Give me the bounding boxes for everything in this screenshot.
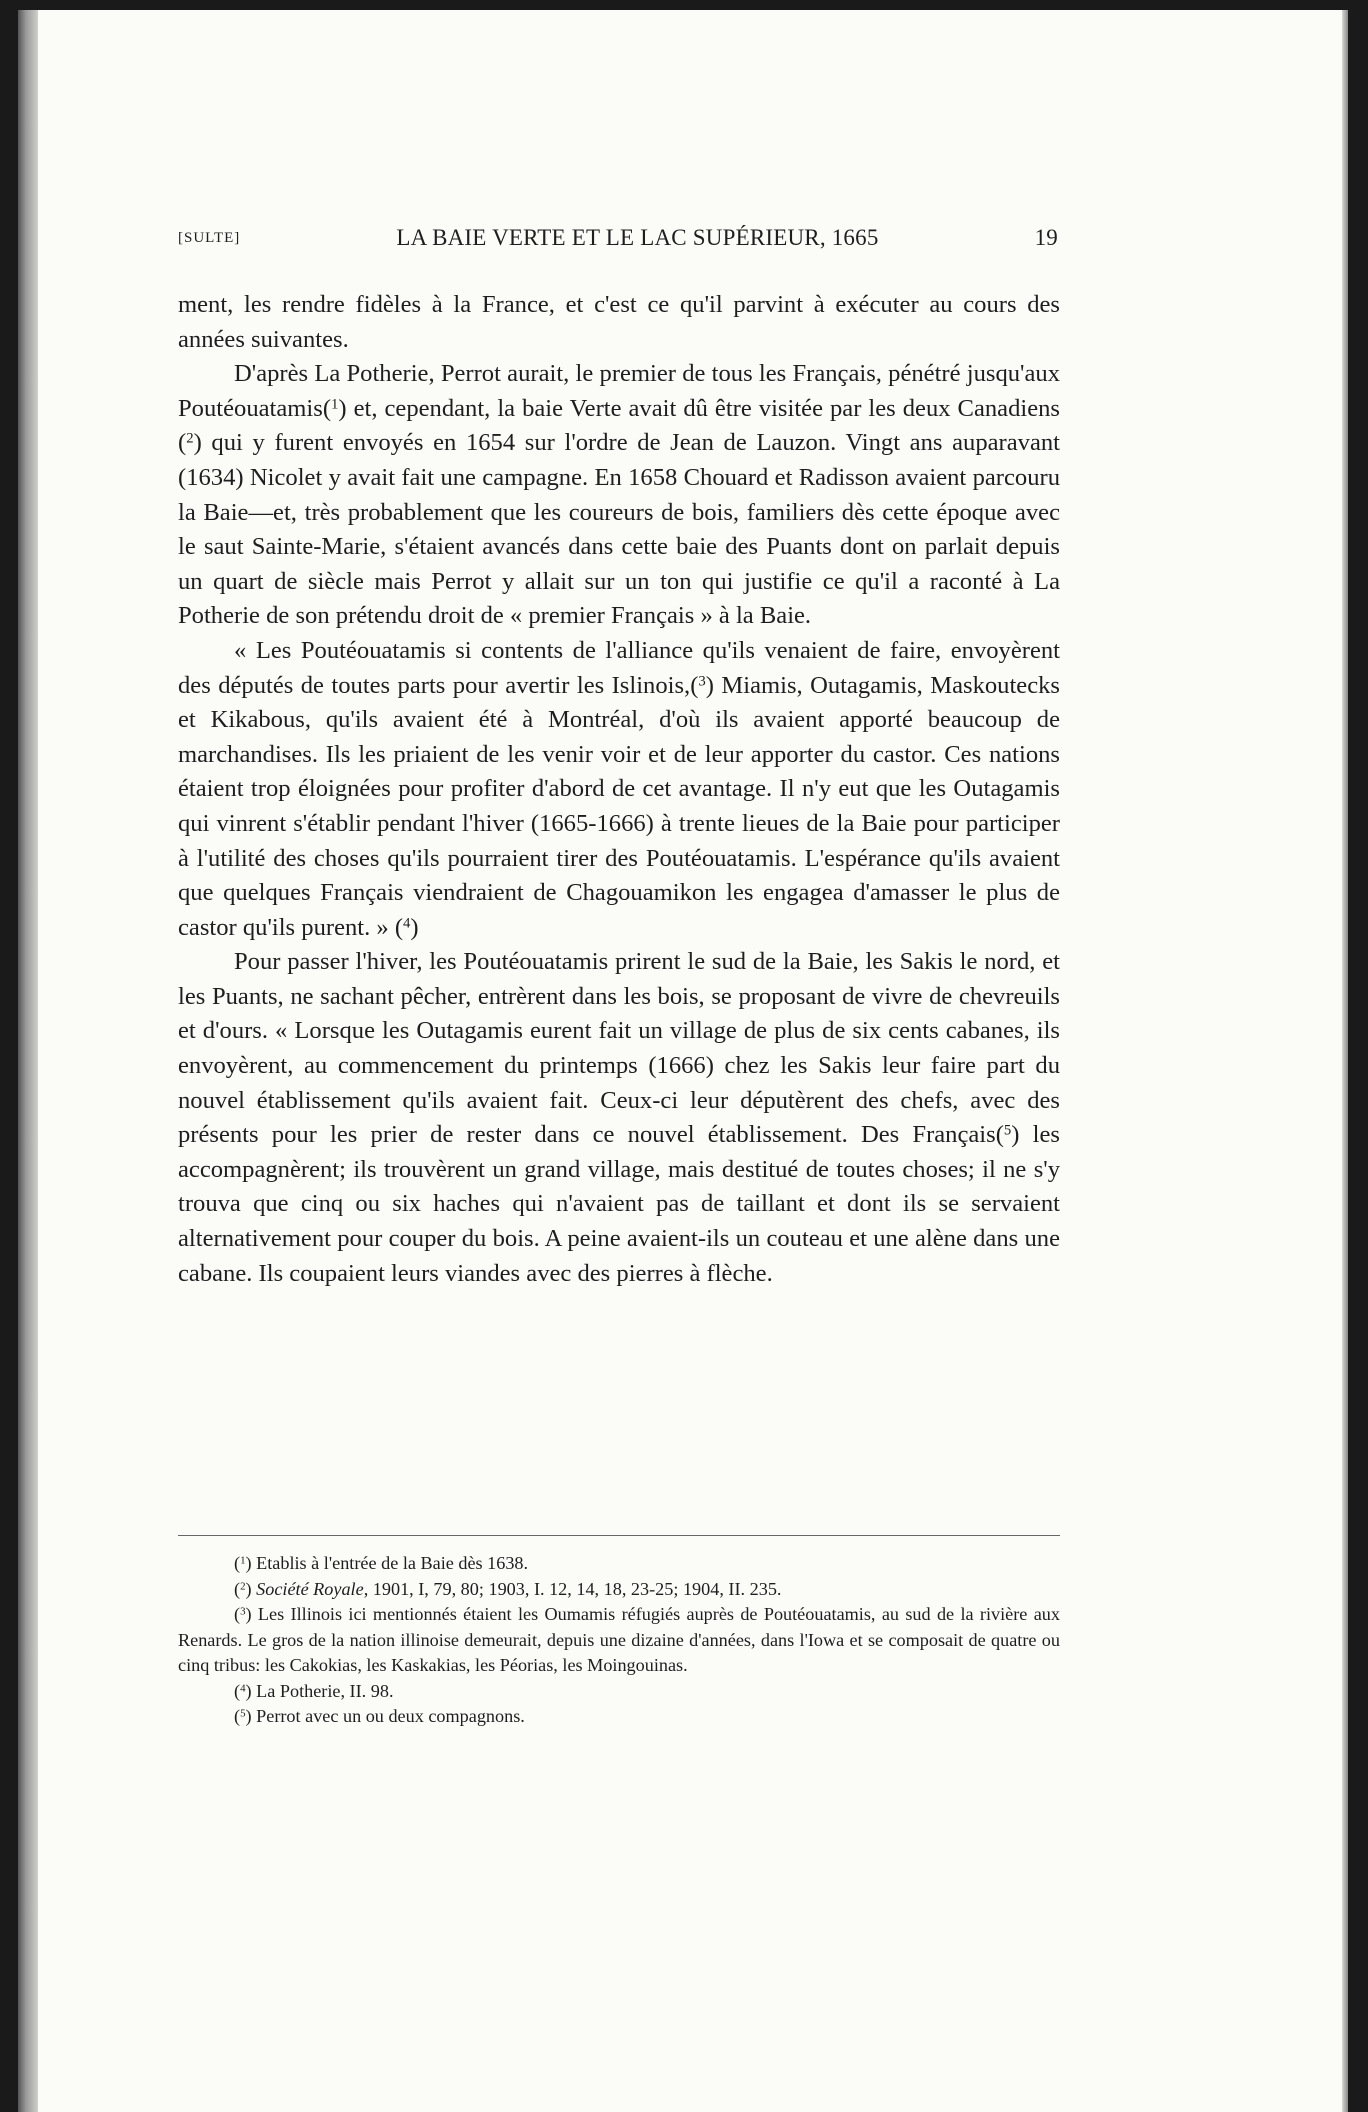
running-head-title: LA BAIE VERTE ET LE LAC SUPÉRIEUR, 1665 [396,225,879,250]
paragraph [178,357,1060,634]
paragraph [178,288,1060,357]
paragraph-text: ) qui y furent envoyés en 1654 sur l'ordre de Jean de Lauzon. Vingt ans auparavant (1634) Nicolet y avait fait une campagne. En 1658 Chouard et Radisson avaient parcouru la Baie—et, très probablement que les coureurs de bois, familiers dès cette époque avec le saut Sainte-Marie, s'étaient avancés dans cette baie des Puants dont on parlait depuis un quart de siècle mais Perrot y allait sur un ton qui justifie ce qu'il a raconté à La Potherie de son prétendu droit de « premier Français » à la Baie. [178,429,1060,630]
footnote-text: La Potherie, II. 98. [256,1680,394,1701]
book-spine-shadow [18,10,38,2112]
footnote-mark: 4 [240,1682,246,1695]
footnote-mark: 3 [240,1605,246,1618]
running-head-author: [SULTE] [178,229,241,246]
running-head [178,218,1058,258]
footnote-source: Société Royale [256,1578,364,1599]
page-edge-shadow [1342,10,1348,2112]
footnote: ($^1$) Etablis à l'entrée de la Baie dès 1638. [234,1553,529,1573]
footnote-text: Etablis à l'entrée de la Baie dès 1638. [256,1553,529,1573]
footnote-mark: 1 [240,1554,246,1567]
paragraph-text: ) [410,913,419,941]
paragraph-text: ) les accompagnèrent; ils trouvèrent un grand village, mais destitué de toutes choses; il ne s'y trouva que cinq ou six haches qui n'avaient pas de taillant et dont ils se servaient alternativement pour couper du bois. A peine avaient-ils un couteau et une alène dans une cabane. Ils coupaient leurs viandes avec des pierres à flèche. [178,1121,1060,1287]
footnote: ($^2$) Société Royale, 1901, I, 79, 80; 1903, I. 12, 14, 18, 23-25; 1904, II. 235. [234,1578,782,1599]
body-text [178,288,1060,1291]
footnote: ($^3$) Les Illinois ici mentionnés étaient les Oumamis réfugiés auprès de Poutéouatamis, au sud de la rivière aux Renards. Le gros de la nation illinoise demeurait, depuis une dizaine d'années, dans l'Iowa et se composait de quatre ou cinq tribus: les Cakokias, les Kaskakias, les Péorias, les Moingouinas. [178,1604,1060,1675]
paragraph [178,634,1060,945]
footnote-divider [178,1535,1060,1536]
footnote-ref[interactable]: 2 [186,431,194,447]
footnote-mark: 2 [240,1580,246,1593]
paragraph-text: ment, les rendre fidèles à la France, et c'est ce qu'il parvint à exécuter au cours des années suivantes. [178,291,1060,353]
footnote-mark: 5 [240,1707,246,1720]
footnote-text: , 1901, I, 79, 80; 1903, I. 12, 14, 18, 23-25; 1904, II. 235. [363,1578,782,1599]
footnotes [178,1551,1060,1730]
footnote-ref[interactable]: 4 [403,915,411,932]
paragraph [178,945,1060,1291]
footnote-ref[interactable]: 1 [331,396,339,413]
paragraph-text: ) Miamis, Outagamis, Maskoutecks et Kikabous, qu'ils avaient été à Montréal, d'où ils avaient apporté beaucoup de marchandises. Ils les priaient de les venir voir et de leur apporter du castor. Ces nations étaient trop éloignées pour profiter d'abord de cet avantage. Il n'y eut que les Outagamis qui vinrent s'établir pendant l'hiver (1665-1666) à trente lieues de la Baie pour participer à l'utilité des choses qu'ils pourraient tirer des Poutéouatamis. L'espérance qu'ils avaient que quelques Français viendraient de Chagouamikon les engagea d'amasser le plus de castor qu'ils purent. » ( [178,671,1060,941]
footnote-ref[interactable]: 5 [1003,1122,1012,1139]
footnote: ($^5$) Perrot avec un ou deux compagnons. [234,1706,525,1726]
paragraph-text: D'après La Potherie, Perrot aurait, le premier de tous les Français, pénétré jusqu'aux Poutéouatamis( [178,360,1060,422]
paragraph-text: ) et, cependant, la baie Verte avait dû être visitée par les deux Canadiens ( [178,394,1060,457]
footnote-ref[interactable]: 3 [698,673,706,690]
page-number: 19 [1034,225,1058,250]
footnote: ($^4$) La Potherie, II. 98. [234,1680,394,1701]
footnote-text: Les Illinois ici mentionnés étaient les Oumamis réfugiés auprès de Poutéouatamis, au sud de la rivière aux Renards. Le gros de la nation illinoise demeurait, depuis une dizaine d'années, dans l'Iowa et se composait de quatre ou cinq tribus: les Cakokias, les Kaskakias, les Péorias, les Moingouinas. [178,1604,1060,1675]
footnote-text: Perrot avec un ou deux compagnons. [256,1706,525,1726]
paragraph-text: « Les Poutéouatamis si contents de l'alliance qu'ils venaient de faire, envoyèrent des députés de toutes parts pour avertir les Islinois,( [178,636,1060,699]
paragraph-text: Pour passer l'hiver, les Poutéouatamis prirent le sud de la Baie, les Sakis le nord, et les Puants, ne sachant pêcher, entrèrent dans les bois, se proposant de vivre de chevreuils et d'ours. « Lorsque les Outagamis eurent fait un village de plus de six cents cabanes, ils envoyèrent, au commencement du printemps (1666) chez les Sakis leur faire part du nouvel établissement qu'ils avaient fait. Ceux-ci leur députèrent des chefs, avec des présents pour les prier de rester dans ce nouvel établissement. Des Français( [178,948,1060,1149]
